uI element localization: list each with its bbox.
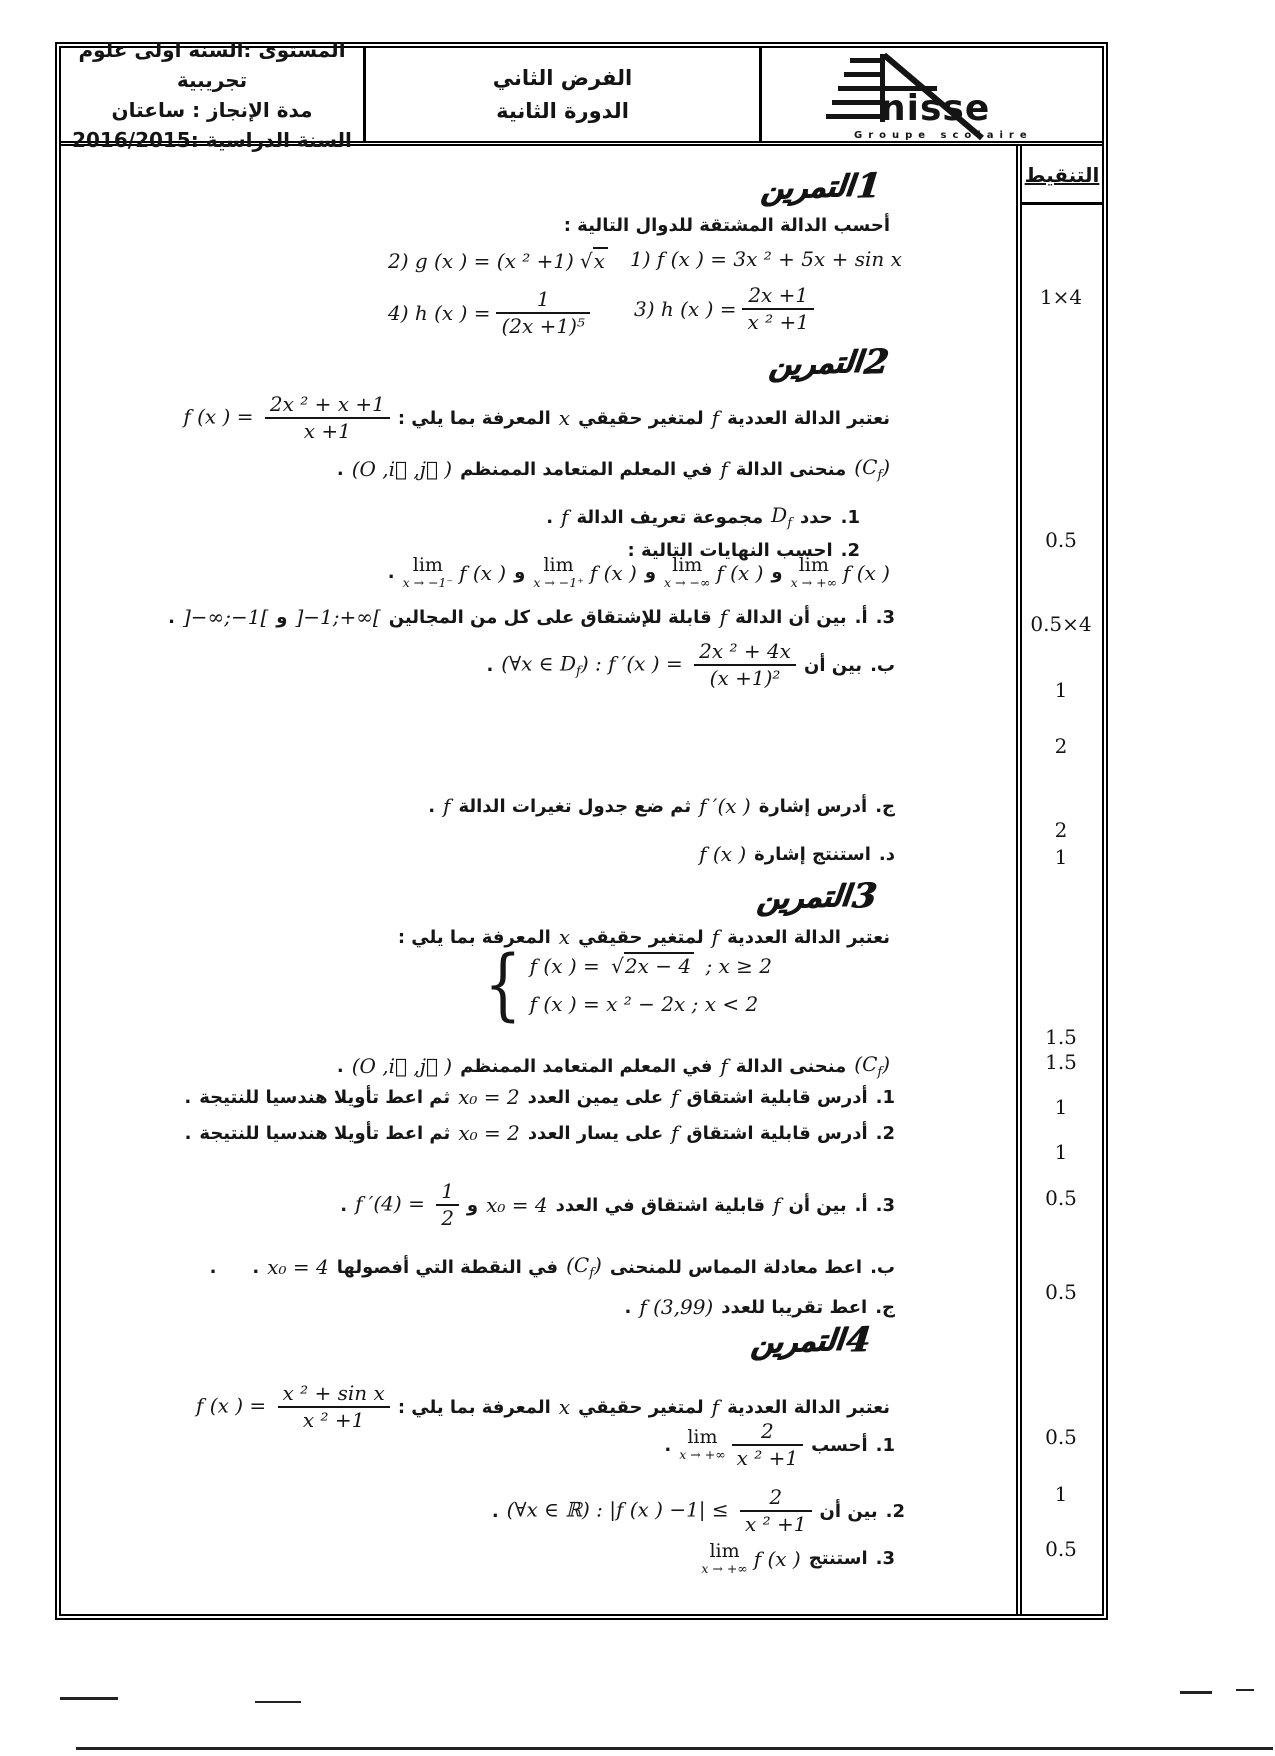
limit-plus-infinity: lim x → +∞ f (x ) [790, 554, 890, 590]
fraction: $\frac{\text{2x ² + 4x}}{\text{(x +1)²}}$ [694, 640, 796, 690]
mark-value: 1 [1054, 678, 1068, 702]
mark-value: 1.5 [1045, 1050, 1077, 1074]
mark-value: 2 [1054, 734, 1068, 758]
scan-artifact [60, 1697, 118, 1700]
limit-right-of-minus1: lim x → −1⁺ f (x ) [533, 554, 637, 590]
marks-title: التنقيط [1024, 162, 1100, 187]
mark-value: 0.5 [1045, 528, 1077, 552]
ex3-item-3b: ب. اعط معادلة المماس للمنحنى $(C_f)$ في النقطة التي أفصولها x₀ = 4 . . [209, 1253, 895, 1281]
ex4-item-2: 2. بين أن (∀x ∈ ℝ) : |f (x ) −1| ≤ $\frac{2}{\text{x ² +1}}$ . [491, 1485, 905, 1536]
ex4-item-1: 1. أحسب lim x → +∞ $\frac{2}{\text{x ² +1}}$ . [664, 1419, 895, 1470]
header-title-cell [366, 48, 762, 141]
piecewise-row-2: f (x ) = x ² − 2x ; x < 2 [529, 992, 759, 1017]
basis-symbol: (O ,i⃗ ,j⃗ ) [351, 457, 453, 481]
sqrt-expression: √2x − 4 [611, 954, 694, 978]
curve-symbol: $(C_f)$ [566, 1253, 602, 1281]
mark-value: 0.5 [1045, 1186, 1077, 1210]
ex2-item-3a: 3. أ. بين أن الدالة f قابلة للإشتقاق على كل من المجالين ]−1;+∞[ و ]−∞;−1[ . [168, 605, 895, 629]
fraction: $\frac{2x +1}{\text{x ² +1}}$ [742, 284, 814, 334]
limit-expression: lim x → +∞ $\frac{2}{\text{x ² +1}}$ [679, 1420, 803, 1470]
ex1-q1: 1) f (x ) = 3x ² + 5x + sin x [630, 247, 902, 271]
header-info-cell [61, 37, 366, 152]
ex2-limits-line: lim x → +∞ f (x ) و lim x → −∞ f (x ) و lim x → −1⁺ f (x ) و lim x → −1⁻ f (x ) . [387, 554, 890, 590]
ex2-function-formula: f (x ) = $\frac{\text{2x ² + x +1}}{x +1}$ [183, 393, 389, 443]
exercise-number: 4 [844, 1319, 873, 1361]
scan-artifact [1180, 1691, 1212, 1694]
ex1-q2: 2) g (x ) = (x ² +1) √x [388, 249, 608, 273]
curve-symbol: $(C_f)$ [854, 1052, 890, 1080]
fraction: $\frac{2}{\text{x ² +1}}$ [740, 1486, 812, 1536]
mark-value: 0.5 [1045, 1280, 1077, 1304]
sqrt-expression: √x [580, 249, 608, 273]
ex2-item-3b: ب. بين أن (∀x ∈ $D_f$) : f ′(x ) = $\frac{\text{2x ² + 4x}}{\text{(x +1)²}}$ . [486, 639, 895, 690]
mark-value: 2 [1054, 818, 1068, 842]
exercise-title-word: التمرين [767, 344, 864, 384]
mark-value: 0.5×4 [1030, 612, 1092, 636]
fraction: $\frac{\text{x ² + sin x}}{\text{x ² +1}}$ [278, 1382, 390, 1432]
ex1-q3: 3) h (x ) = $\frac{2x +1}{\text{x ² +1}}$ [634, 284, 814, 334]
ex2-curve-line: $(C_f)$ منحنى الدالة f في المعلم المتعامد الممنظم (O ,i⃗ ,j⃗ ) . [336, 455, 890, 483]
inequality-formula: (∀x ∈ ℝ) : |f (x ) −1| ≤ $\frac{2}{\text{x ² +1}}$ [507, 1486, 812, 1536]
domain-symbol: $D_f$ [771, 503, 793, 531]
limit-expression: lim x → +∞ f (x ) [701, 1540, 801, 1576]
school-logo [762, 48, 1102, 141]
ex3-piecewise-system [478, 940, 773, 1030]
ex2-item-3d: د. استنتج إشارة f (x ) [699, 842, 895, 866]
system-brace: { [484, 940, 522, 1030]
derivative-formula: (∀x ∈ $D_f$) : f ′(x ) = $\frac{\text{2x ² + 4x}}{\text{(x +1)²}}$ [501, 640, 796, 690]
ex2-item-2: 2. احسب النهايات التالية : [627, 539, 860, 561]
exercise-4-title [749, 1319, 873, 1362]
ex4-intro-line: نعتبر الدالة العددية f لمتغير حقيقي x المعرفة بما يلي : f (x ) = $\frac{\text{x ² + sin x}}{\text{x ² +1}}$ [196, 1381, 890, 1432]
exercise-title-word: التمرين [759, 168, 856, 208]
logo-tagline: Groupe scolaire [854, 130, 1033, 141]
exercise-2-title [767, 341, 891, 384]
mark-value: 0.5 [1045, 1425, 1077, 1449]
ex1-intro-line: أحسب الدالة المشتقة للدوال التالية : [563, 214, 890, 236]
mark-value: 1 [1054, 845, 1068, 869]
mark-value: 1×4 [1039, 285, 1083, 309]
exercise-number: 2 [862, 341, 891, 383]
ex3-item-2: 2. أدرس قابلية اشتقاق f على يسار العدد x₀ = 2 ثم اعط تأويلا هندسيا للنتيجة . [184, 1121, 895, 1145]
exam-session: الدورة الثانية [496, 98, 629, 123]
mark-value: 1 [1054, 1482, 1068, 1506]
interval-2: ]−∞;−1[ [183, 605, 269, 629]
marks-column-header [1022, 147, 1102, 205]
exam-title: الفرض الثاني [492, 65, 633, 90]
piecewise-row-1: f (x ) = √2x − 4 ; x ≥ 2 [529, 954, 773, 979]
exercise-1-title [759, 165, 883, 208]
fraction: $\frac{1}{2}$ [436, 1180, 459, 1230]
ex3-intro-line: نعتبر الدالة العددية f لمتغير حقيقي x المعرفة بما يلي : [397, 925, 890, 949]
scan-artifact [76, 1747, 1273, 1750]
limit-minus-infinity: lim x → −∞ f (x ) [664, 554, 764, 590]
mark-value: 1 [1054, 1140, 1068, 1164]
ex1-q4: 4) h (x ) = $\frac{1}{\text{(2x +1)⁵}}$ [388, 288, 590, 338]
ex3-item-1: 1. أدرس قابلية اشتقاق f على يمين العدد x₀ = 2 ثم اعط تأويلا هندسيا للنتيجة . [184, 1085, 895, 1109]
mark-value: 1 [1054, 1095, 1068, 1119]
exercise-number: 3 [850, 875, 879, 917]
scan-artifact [1236, 1689, 1254, 1691]
ex3-curve-line: $(C_f)$ منحنى الدالة f في المعلم المتعامد الممنظم (O ,i⃗ ,j⃗ ) . [336, 1052, 890, 1080]
exercise-3-title [755, 875, 879, 918]
scan-artifact [255, 1701, 301, 1703]
ex2-intro-line: نعتبر الدالة العددية f لمتغير حقيقي x المعرفة بما يلي : f (x ) = $\frac{\text{2x ² + x +1}}{x +1}$ [183, 392, 890, 443]
level-line: المستوى :السنة اولى علوم تجريبية [78, 37, 346, 92]
fraction: $\frac{2}{\text{x ² +1}}$ [732, 1420, 804, 1470]
ex2-item-3c: ج. أدرس إشارة f ′(x ) ثم ضع جدول تغيرات الدالة f . [428, 794, 895, 818]
limit-left-of-minus1: lim x → −1⁻ f (x ) [402, 554, 507, 590]
derivative-value: f ′(4) = $\frac{1}{2}$ [355, 1180, 459, 1230]
exercise-number: 1 [854, 165, 883, 207]
duration-line: مدة الإنجاز : ساعتان [111, 97, 313, 122]
marks-column-divider [1016, 146, 1022, 1614]
exercise-title-word: التمرين [749, 1322, 846, 1362]
ex2-item-1: 1. حدد $D_f$ مجموعة تعريف الدالة f . [546, 503, 860, 531]
exercise-title-word: التمرين [755, 878, 852, 918]
exam-header [61, 37, 1102, 152]
logo-brand-text: nisse [880, 88, 991, 129]
mark-value: 0.5 [1045, 1537, 1077, 1561]
fraction: $\frac{\text{2x ² + x +1}}{x +1}$ [265, 393, 390, 443]
ex4-function-formula: f (x ) = $\frac{\text{x ² + sin x}}{\text{x ² +1}}$ [196, 1382, 390, 1432]
year-line: السنة الدراسية :2016/2015 [72, 127, 352, 152]
curve-symbol: $(C_f)$ [854, 455, 890, 483]
interval-1: ]−1;+∞[ [295, 605, 381, 629]
basis-symbol: (O ,i⃗ ,j⃗ ) [351, 1054, 453, 1078]
fraction: $\frac{1}{\text{(2x +1)⁵}}$ [496, 288, 589, 338]
ex3-item-3a: 3. أ. بين أن f قابلية اشتقاق في العدد x₀ = 4 و f ′(4) = $\frac{1}{2}$ . [340, 1179, 895, 1230]
mark-value: 1.5 [1045, 1025, 1077, 1049]
ex3-item-3c: ج. اعط تقريبا للعدد f (3,99) . [624, 1295, 895, 1319]
ex4-item-3: 3. استنتج lim x → +∞ f (x ) [701, 1540, 895, 1576]
